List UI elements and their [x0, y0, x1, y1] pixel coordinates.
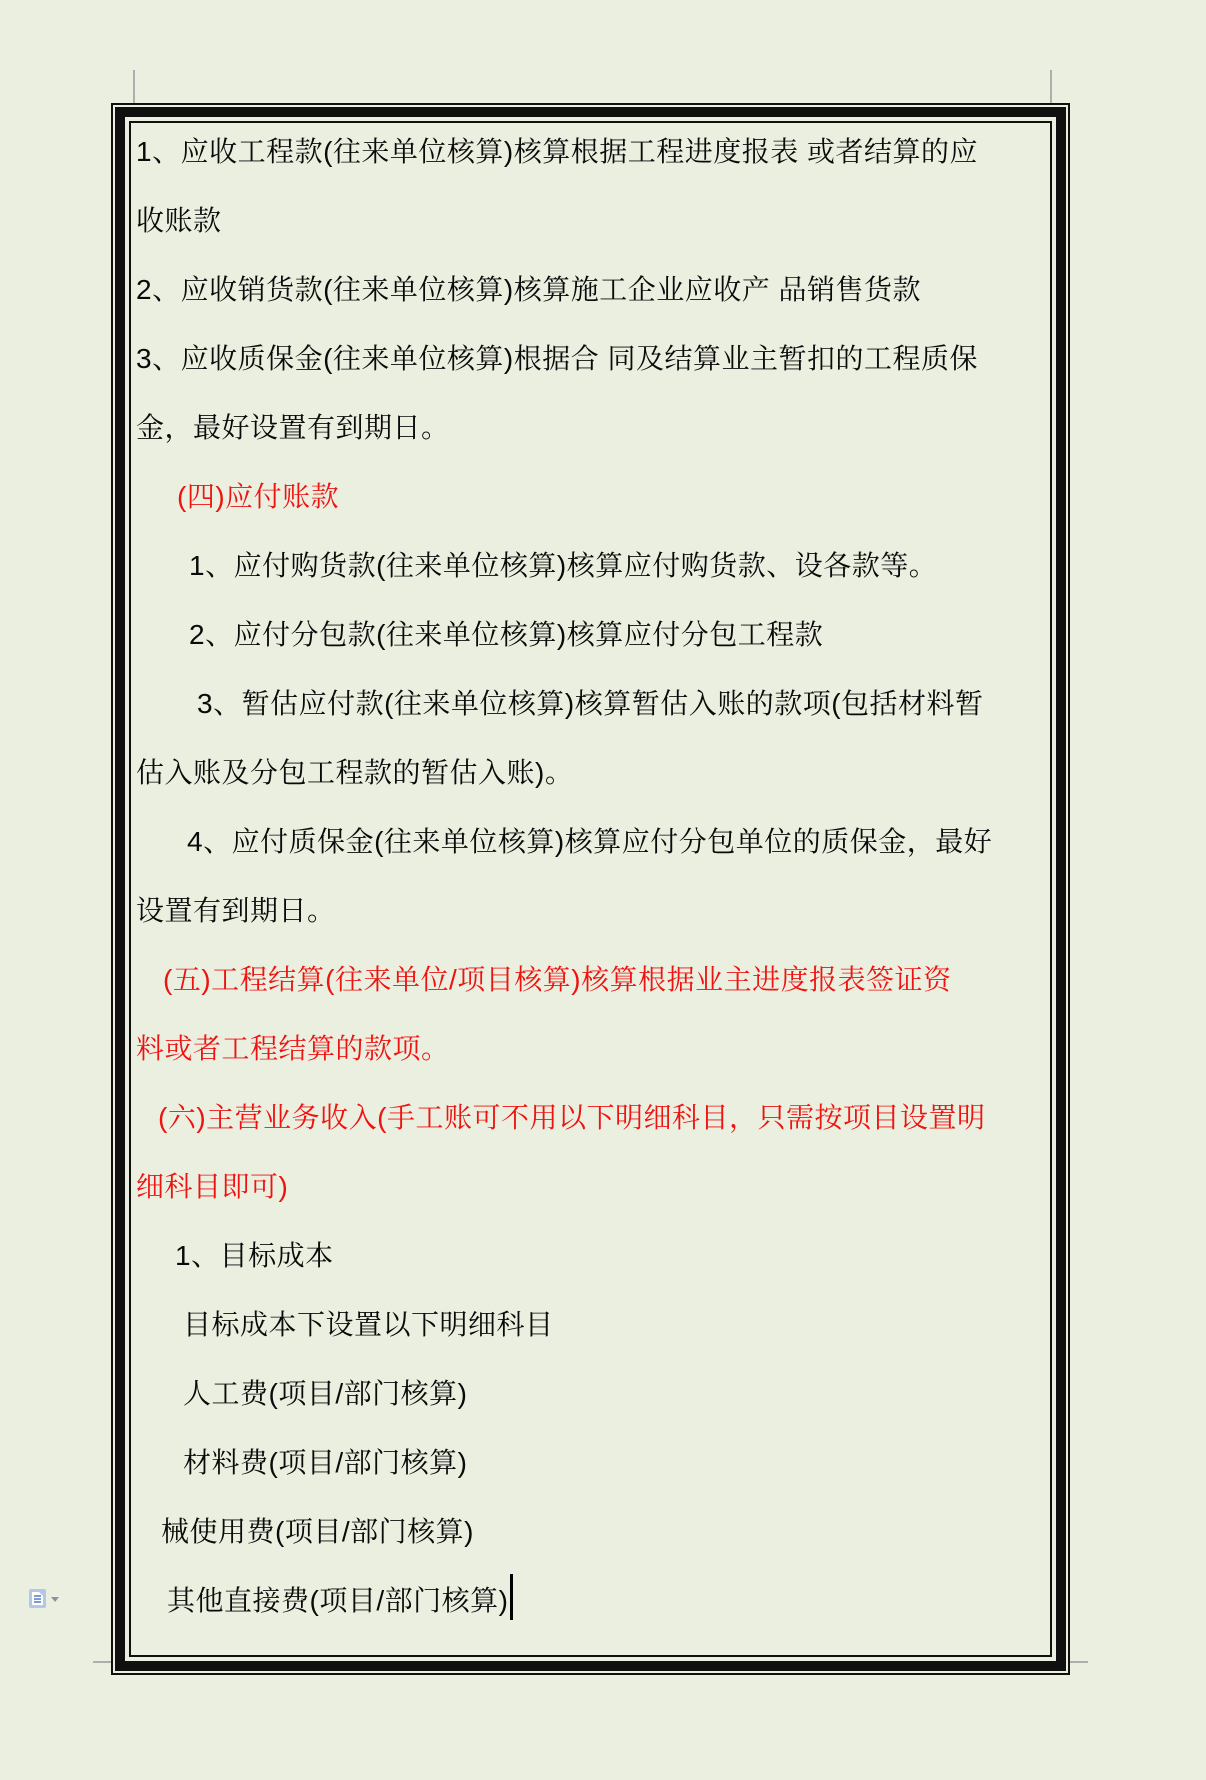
document-line[interactable]: 1、应付购货款(往来单位核算)核算应付购货款、设各款等。 — [189, 550, 938, 581]
margin-crop-mark-top-right — [1050, 70, 1052, 103]
document-line[interactable]: 料或者工程结算的款项。 — [136, 1033, 450, 1064]
document-line[interactable]: 收账款 — [136, 205, 222, 236]
document-line[interactable]: 3、应收质保金(往来单位核算)根据合 同及结算业主暂扣的工程质保 — [136, 343, 979, 374]
document-line[interactable]: 目标成本下设置以下明细科目 — [183, 1309, 554, 1340]
document-line[interactable]: 1、应收工程款(往来单位核算)核算根据工程进度报表 或者结算的应 — [136, 136, 979, 167]
document-text-area[interactable] — [133, 117, 1038, 1635]
paste-options-icon — [29, 1589, 46, 1608]
paste-options-button[interactable] — [29, 1589, 61, 1609]
text-caret — [510, 1574, 513, 1620]
document-line[interactable]: 3、暂估应付款(往来单位核算)核算暂估入账的款项(包括材料暂 — [197, 688, 984, 719]
document-line[interactable]: (六)主营业务收入(手工账可不用以下明细科目，只需按项目设置明 — [158, 1102, 986, 1133]
document-line[interactable]: (五)工程结算(往来单位/项目核算)核算根据业主进度报表签证资 — [163, 964, 952, 995]
document-line[interactable]: 材料费(项目/部门核算) — [183, 1447, 468, 1478]
document-line[interactable]: 金，最好设置有到期日。 — [136, 412, 450, 443]
document-line[interactable]: 2、应付分包款(往来单位核算)核算应付分包工程款 — [189, 619, 824, 650]
document-line[interactable]: 设置有到期日。 — [136, 895, 336, 926]
document-line[interactable]: 1、目标成本 — [175, 1240, 334, 1271]
document-line[interactable]: 其他直接费(项目/部门核算) — [133, 1566, 1038, 1635]
margin-crop-mark-bottom-right — [1069, 1661, 1088, 1663]
document-line[interactable]: (四)应付账款 — [177, 481, 340, 512]
chevron-down-icon — [51, 1597, 59, 1602]
margin-crop-mark-top-left — [133, 70, 135, 103]
document-line[interactable]: 4、应付质保金(往来单位核算)核算应付分包单位的质保金，最好 — [187, 826, 993, 857]
margin-crop-mark-bottom-left — [93, 1661, 112, 1663]
document-line[interactable]: 人工费(项目/部门核算) — [183, 1378, 468, 1409]
document-line[interactable]: 械使用费(项目/部门核算) — [161, 1516, 474, 1547]
document-line[interactable]: 细科目即可) — [136, 1171, 289, 1202]
document-line[interactable]: 2、应收销货款(往来单位核算)核算施工企业应收产 品销售货款 — [136, 274, 922, 305]
document-line[interactable]: 估入账及分包工程款的暂估入账)。 — [136, 757, 574, 788]
